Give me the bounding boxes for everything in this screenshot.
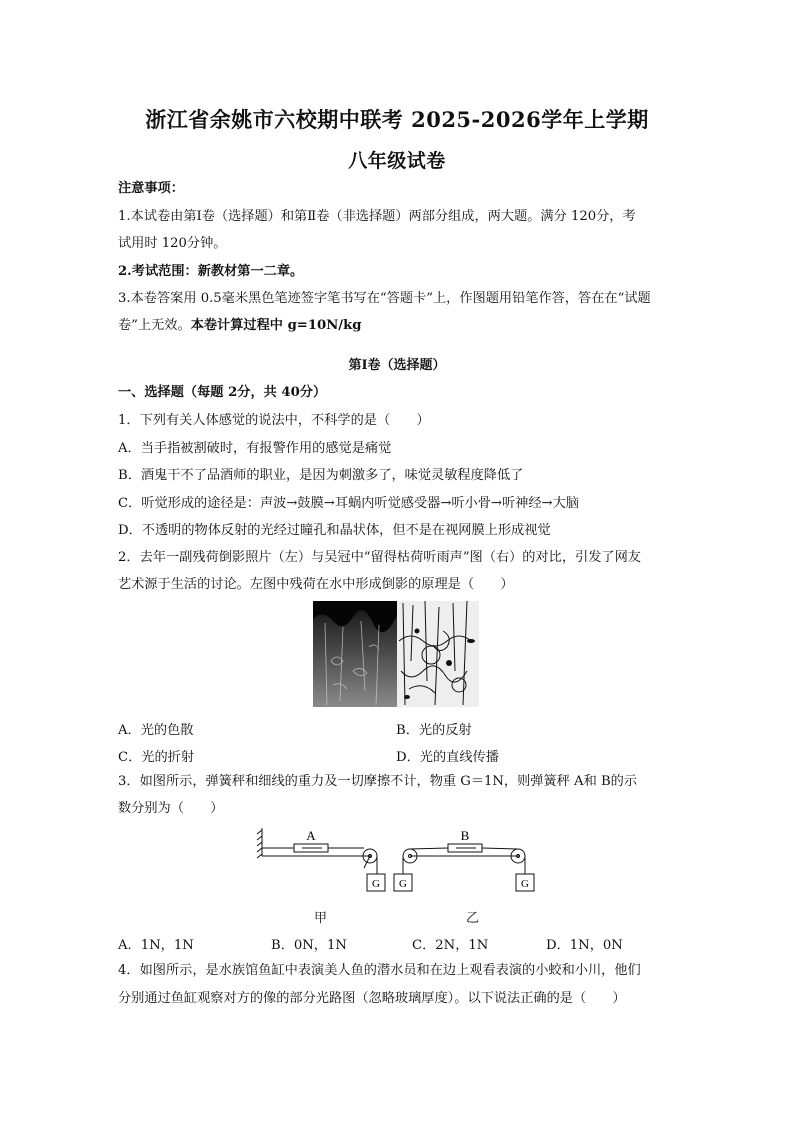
notice-item-1-cont: 试用时 120分钟。 bbox=[118, 236, 227, 251]
notice-gravity-note: 本卷计算过程中 g=10N/kg bbox=[190, 318, 362, 333]
q1-option-d: D．不透明的物体反射的光经过瞳孔和晶状体，但不是在视网膜上形成视觉 bbox=[118, 523, 551, 538]
q3-option-d: D．1N，0N bbox=[546, 938, 623, 953]
q2-option-d: D．光的直线传播 bbox=[396, 750, 499, 765]
notice-item-3-text: 卷”上无效。 bbox=[118, 318, 191, 333]
figure-yi-caption: 乙 bbox=[466, 911, 480, 926]
q2-option-c: C．光的折射 bbox=[118, 750, 195, 765]
q4-stem: 4．如图所示，是水族馆鱼缸中表演美人鱼的潜水员和在边上观看表演的小蛟和小川，他们 bbox=[118, 963, 641, 978]
q3-stem: 3．如图所示，弹簧秤和细线的重力及一切摩擦不计，物重 G＝1N，则弹簧秤 A和 B的示 bbox=[118, 774, 638, 789]
weight-label-2: G bbox=[399, 878, 407, 890]
exam-title: 浙江省余姚市六校期中联考 2025-2026学年上学期 bbox=[145, 107, 649, 132]
section-title: 第Ⅰ卷（选择题） bbox=[348, 358, 446, 373]
q3-option-b: B．0N，1N bbox=[271, 938, 347, 953]
q3-stem-cont: 数分别为（ ） bbox=[118, 801, 224, 816]
q3-option-a: A．1N，1N bbox=[118, 938, 194, 953]
notice-item-1: 1.本试卷由第Ⅰ卷（选择题）和第Ⅱ卷（非选择题）两部分组成，两大题。满分 120分，考 bbox=[118, 209, 636, 224]
part-title: 一、选择题（每题 2分，共 40分） bbox=[118, 385, 327, 400]
q4-stem-cont: 分别通过鱼缸观察对方的像的部分光路图（忽略玻璃厚度）。以下说法正确的是（ ） bbox=[118, 991, 626, 1006]
weight-label-1: G bbox=[372, 878, 380, 890]
q1-option-a: A．当手指被割破时，有报警作用的感觉是痛觉 bbox=[118, 441, 392, 456]
q1-option-b: B．酒鬼干不了品酒师的职业，是因为刺激多了，味觉灵敏程度降低了 bbox=[118, 468, 524, 483]
spring-scale-diagram bbox=[252, 822, 542, 900]
notice-item-3: 3.本卷答案用 0.5毫米黑色笔迹签字笔书写在“答题卡”上，作图题用铅笔作答，答在在“试题 bbox=[118, 291, 651, 306]
weight-label-3: G bbox=[521, 878, 529, 890]
q3-option-c: C．2N，1N bbox=[412, 938, 489, 953]
q1-stem: 1．下列有关人体感觉的说法中，不科学的是（ ） bbox=[118, 413, 430, 428]
lotus-comparison-photo bbox=[313, 601, 479, 707]
q2-option-a: A．光的色散 bbox=[118, 723, 194, 738]
q2-option-b: B．光的反射 bbox=[396, 723, 472, 738]
scale-b-label: B bbox=[460, 828, 470, 843]
spring-scale-svg bbox=[252, 822, 542, 900]
notice-item-3-cont bbox=[118, 317, 361, 335]
q1-option-c: C．听觉形成的途径是：声波→鼓膜→耳蜗内听觉感受器→听小骨→听神经→大脑 bbox=[118, 496, 579, 511]
scale-a-label: A bbox=[306, 828, 316, 843]
notice-item-2: 2.考试范围：新教材第一二章。 bbox=[118, 264, 304, 279]
q2-stem-cont: 艺术源于生活的讨论。左图中残荷在水中形成倒影的原理是（ ） bbox=[118, 577, 514, 592]
figure-jia-caption: 甲 bbox=[314, 911, 328, 926]
q2-stem: 2．去年一副残荷倒影照片（左）与吴冠中“留得枯荷听雨声”图（右）的对比，引发了网友 bbox=[118, 550, 641, 565]
exam-subtitle: 八年级试卷 bbox=[348, 150, 446, 172]
lotus-photo-svg bbox=[313, 601, 479, 707]
notice-heading: 注意事项： bbox=[118, 181, 184, 196]
